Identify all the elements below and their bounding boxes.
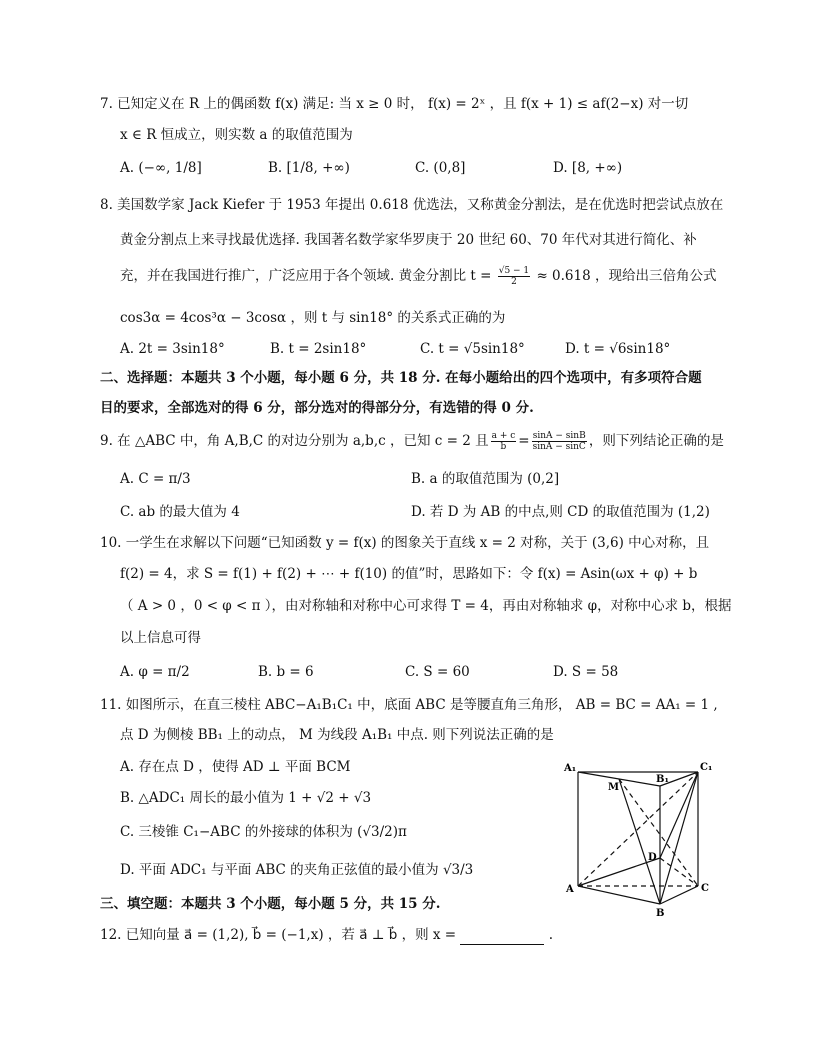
- segment-a-c1-hidden: [578, 772, 698, 886]
- q9-equals: =: [518, 433, 530, 449]
- q11-option-a: A. 存在点 D ，使得 AD ⊥ 平面 BCM: [120, 759, 351, 775]
- q10-line4: 以上信息可得: [120, 630, 201, 646]
- q9-fraction-left: [491, 431, 517, 452]
- label-a1: A₁: [564, 763, 577, 774]
- q9-option-b: B. a 的取值范围为 (0,2]: [411, 471, 560, 487]
- section2-line2: 目的要求，全部选对的得 6 分，部分选对的得部分分，有选错的得 0 分.: [100, 400, 534, 416]
- q10-line3: （ A > 0 ，0 < φ < π ），由对称轴和对称中心可求得 T = 4，再由对称轴求 φ，对称中心求 b，根据: [120, 598, 732, 614]
- q9-line1-end: ，则下列结论正确的是: [588, 433, 724, 449]
- label-b: B: [656, 908, 665, 919]
- q9-fraction-right: [532, 431, 587, 452]
- segment-m-c-hidden: [619, 779, 698, 886]
- q8-option-d: D. t = √6sin18°: [565, 341, 671, 357]
- q9-option-a: A. C = π/3: [120, 471, 191, 487]
- q9-fraction-left-denominator: b: [500, 442, 507, 452]
- q11-option-b: B. △ADC₁ 周长的最小值为 1 + √2 + √3: [120, 790, 372, 806]
- label-m: M: [608, 782, 620, 793]
- q8-line3: [120, 266, 717, 287]
- label-c: C: [701, 883, 709, 894]
- q10-option-b: B. b = 6: [258, 664, 314, 680]
- q9-fraction-left-numerator: a + c: [491, 431, 516, 441]
- q10-line2: f(2) = 4，求 S = f(1) + f(2) + ⋯ + f(10) 的值”时，思路如下：令 f(x) = Asin(ωx + φ) + b: [120, 566, 698, 582]
- q9-fraction-right-numerator: sinA − sinB: [532, 431, 586, 441]
- q10-option-a: A. φ = π/2: [120, 664, 190, 680]
- q11-option-c: C. 三棱锥 C₁−ABC 的外接球的体积为 (√3/2)π: [120, 824, 407, 840]
- q10-option-c: C. S = 60: [405, 664, 470, 680]
- label-c1: C₁: [700, 762, 713, 773]
- edge-a-b: [578, 886, 660, 904]
- label-a: A: [566, 884, 574, 895]
- q8-line3-end: ≈ 0.618 ，现给出三倍角公式: [532, 268, 717, 284]
- label-d: D: [648, 852, 657, 863]
- golden-ratio-fraction: [498, 266, 530, 287]
- q7-option-b: B. [1/8, +∞): [268, 160, 350, 176]
- q9-option-d: D. 若 D 为 AB 的中点,则 CD 的取值范围为 (1,2): [411, 504, 710, 520]
- q12-line1-end: .: [548, 927, 553, 943]
- q7-option-c: C. (0,8]: [415, 160, 466, 176]
- q10-line1: 10. 一学生在求解以下问题“已知函数 y = f(x) 的图象关于直线 x = 2 对称，关于 (3,6) 中心对称，且: [100, 535, 710, 551]
- q7-line2: x ∈ R 恒成立，则实数 a 的取值范围为: [120, 127, 353, 143]
- q9-line1-start: 9. 在 △ABC 中，角 A,B,C 的对边分别为 a,b,c ，已知 c = 2 且: [100, 433, 489, 449]
- segment-b-c1: [660, 772, 698, 904]
- q12-line1: [100, 925, 553, 945]
- q8-line3-start: 充，并在我国进行推广，广泛应用于各个领域. 黄金分割比 t =: [120, 268, 496, 284]
- q7-option-a: A. (−∞, 1/8]: [120, 160, 202, 176]
- q8-line4: cos3α = 4cos³α − 3cosα ，则 t 与 sin18° 的关系式正确的为: [120, 310, 506, 326]
- q10-option-d: D. S = 58: [553, 664, 619, 680]
- q11-option-d: D. 平面 ADC₁ 与平面 ABC 的夹角正弦值的最小值为 √3/3: [120, 862, 474, 878]
- q7-option-d: D. [8, +∞): [553, 160, 623, 176]
- golden-ratio-numerator: √5 − 1: [498, 266, 530, 276]
- q7-line1: 7. 已知定义在 R 上的偶函数 f(x) 满足: 当 x ≥ 0 时， f(x) = 2ˣ ，且 f(x + 1) ≤ af(2−x) 对一切: [100, 96, 689, 112]
- q9-option-c: C. ab 的最大值为 4: [120, 504, 240, 520]
- q12-line1-start: 12. 已知向量 a⃗ = (1,2), b⃗ = (−1,x) ，若 a⃗ ⊥ b⃗ ，则 x =: [100, 927, 457, 943]
- q8-line1: 8. 美国数学家 Jack Kiefer 于 1953 年提出 0.618 优选法，又称黄金分割法，是在优选时把尝试点放在: [100, 197, 724, 213]
- edge-b-c: [660, 886, 698, 904]
- golden-ratio-denominator: 2: [511, 277, 517, 287]
- label-b1: B₁: [656, 774, 669, 785]
- section3-line1: 三、填空题：本题共 3 个小题，每小题 5 分，共 15 分.: [100, 896, 441, 912]
- q12-answer-blank[interactable]: [460, 930, 544, 945]
- segment-d-c-hidden: [660, 858, 698, 886]
- q9-line1: [100, 431, 724, 452]
- q8-option-c: C. t = √5sin18°: [420, 341, 525, 357]
- q8-line2: 黄金分割点上来寻找最优选择. 我国著名数学家华罗庚于 20 世纪 60、70 年代对其进行简化、补: [120, 232, 697, 248]
- q8-option-a: A. 2t = 3sin18°: [120, 341, 225, 357]
- q11-line2: 点 D 为侧棱 BB₁ 上的动点， M 为线段 A₁B₁ 中点. 则下列说法正确的是: [120, 727, 554, 743]
- section2-line1: 二、选择题：本题共 3 个小题，每小题 6 分，共 18 分. 在每小题给出的四个选项中，有多项符合题: [100, 370, 702, 386]
- q11-line1: 11. 如图所示，在直三棱柱 ABC−A₁B₁C₁ 中，底面 ABC 是等腰直角三角形， AB = BC = AA₁ = 1 ,: [100, 697, 718, 713]
- q9-fraction-right-denominator: sinA − sinC: [532, 442, 586, 452]
- prism-figure: [560, 760, 720, 920]
- q8-option-b: B. t = 2sin18°: [270, 341, 367, 357]
